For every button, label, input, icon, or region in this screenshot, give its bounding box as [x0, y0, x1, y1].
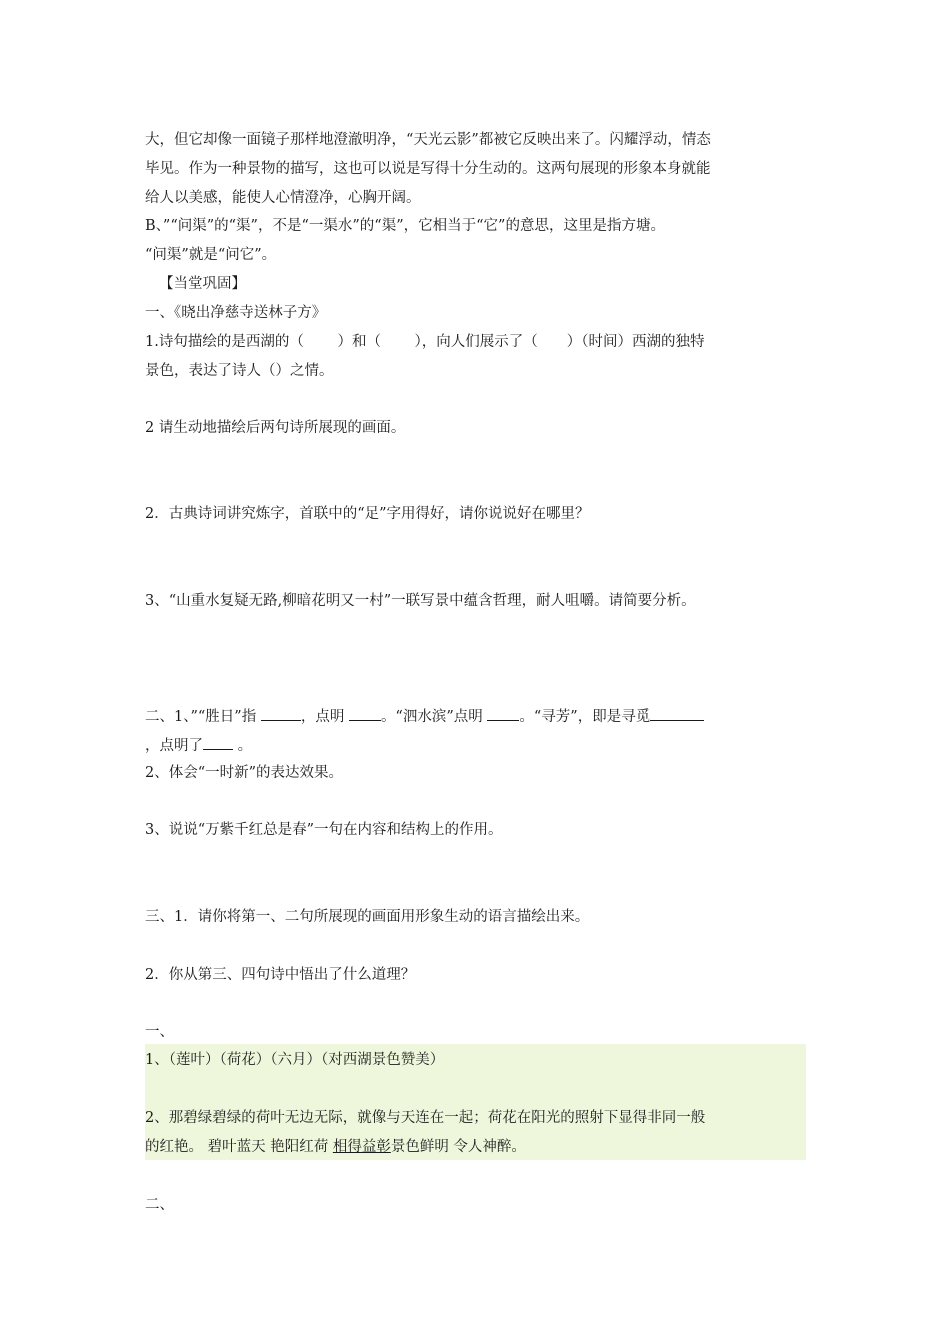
- answer-blank[interactable]: [261, 706, 301, 721]
- intro-line-5: “问渠”就是“问它”。: [145, 247, 277, 263]
- answer-blank[interactable]: [203, 735, 233, 750]
- part2-q1-text-b: ，点明: [300, 709, 345, 725]
- intro-line-1: 大，但它却像一面镜子那样地澄澈明净，“天光云影”都被它反映出来了。闪耀浮动，情态: [145, 132, 711, 148]
- part3-question-1: 三、1．请你将第一、二句所展现的画面用形象生动的语言描绘出来。: [145, 909, 590, 925]
- part2-question-3: 3、说说“万紫千红总是春”一句在内容和结构上的作用。: [145, 822, 503, 838]
- answer-blank[interactable]: [487, 706, 519, 721]
- part2-question-1-line-1: [145, 706, 704, 727]
- part1-title: 一、《晓出净慈寺送林子方》: [145, 305, 327, 321]
- intro-line-2: 毕见。作为一种景物的描写，这也可以说是写得十分生动的。这两句展现的形象本身就能: [145, 161, 711, 177]
- answers-label-1: 一、: [145, 1024, 174, 1040]
- part1-question-1-line-1: 1.诗句描绘的是西湖的（ ）和（ ），向人们展示了（ ）（时间）西湖的独特: [145, 334, 705, 350]
- part2-q1-text-a: 二、1、”“胜日”指: [145, 709, 257, 725]
- part2-q1-text-d: 。“寻芳”，即是寻觅: [519, 709, 651, 725]
- part1-question-4: 3、“山重水复疑无路,柳暗花明又一村”一联写景中蕴含哲理，耐人咀嚼。请简要分析。: [145, 593, 696, 609]
- answer-1: 1、（莲叶）（荷花）（六月）（对西湖景色赞美）: [145, 1052, 445, 1068]
- part2-question-1-line-2: [145, 735, 252, 756]
- answer-2-underlined-phrase: 相得益彰: [332, 1139, 391, 1155]
- part3-question-2: 2．你从第三、四句诗中悟出了什么道理？: [145, 967, 416, 983]
- answers-label-2: 二、: [145, 1197, 174, 1213]
- intro-line-3: 给人以美感，能使人心情澄净，心胸开阔。: [145, 190, 421, 206]
- answer-blank[interactable]: [349, 706, 381, 721]
- part2-q1-text-f: 。: [237, 738, 253, 754]
- answer-blank[interactable]: [650, 706, 704, 721]
- intro-line-4: B、”“问渠”的“渠”，不是“一渠水”的“渠”，它相当于“它”的意思，这里是指方塘。: [145, 218, 665, 234]
- answer-2-line-2: [145, 1137, 526, 1157]
- part2-q1-text-c: 。“泗水滨”点明: [380, 709, 483, 725]
- answer-2-text-b: 景色鲜明 令人神醉。: [390, 1139, 526, 1155]
- answer-2-text-a: 的红艳。 碧叶蓝天 艳阳红荷: [145, 1139, 333, 1155]
- section-heading: 【当堂巩固】: [159, 276, 246, 292]
- part1-question-3: 2．古典诗词讲究炼字，首联中的“足”字用得好，请你说说好在哪里？: [145, 506, 590, 522]
- part2-question-2: 2、体会“一时新”的表达效果。: [145, 765, 344, 781]
- part1-question-1-line-2: 景色，表达了诗人（）之情。: [145, 363, 334, 379]
- answer-2-line-1: 2、那碧绿碧绿的荷叶无边无际，就像与天连在一起；荷花在阳光的照射下显得非同一般: [145, 1110, 706, 1126]
- part1-question-2: 2 请生动地描绘后两句诗所展现的画面。: [145, 420, 406, 436]
- part2-q1-text-e: ，点明了: [145, 738, 203, 754]
